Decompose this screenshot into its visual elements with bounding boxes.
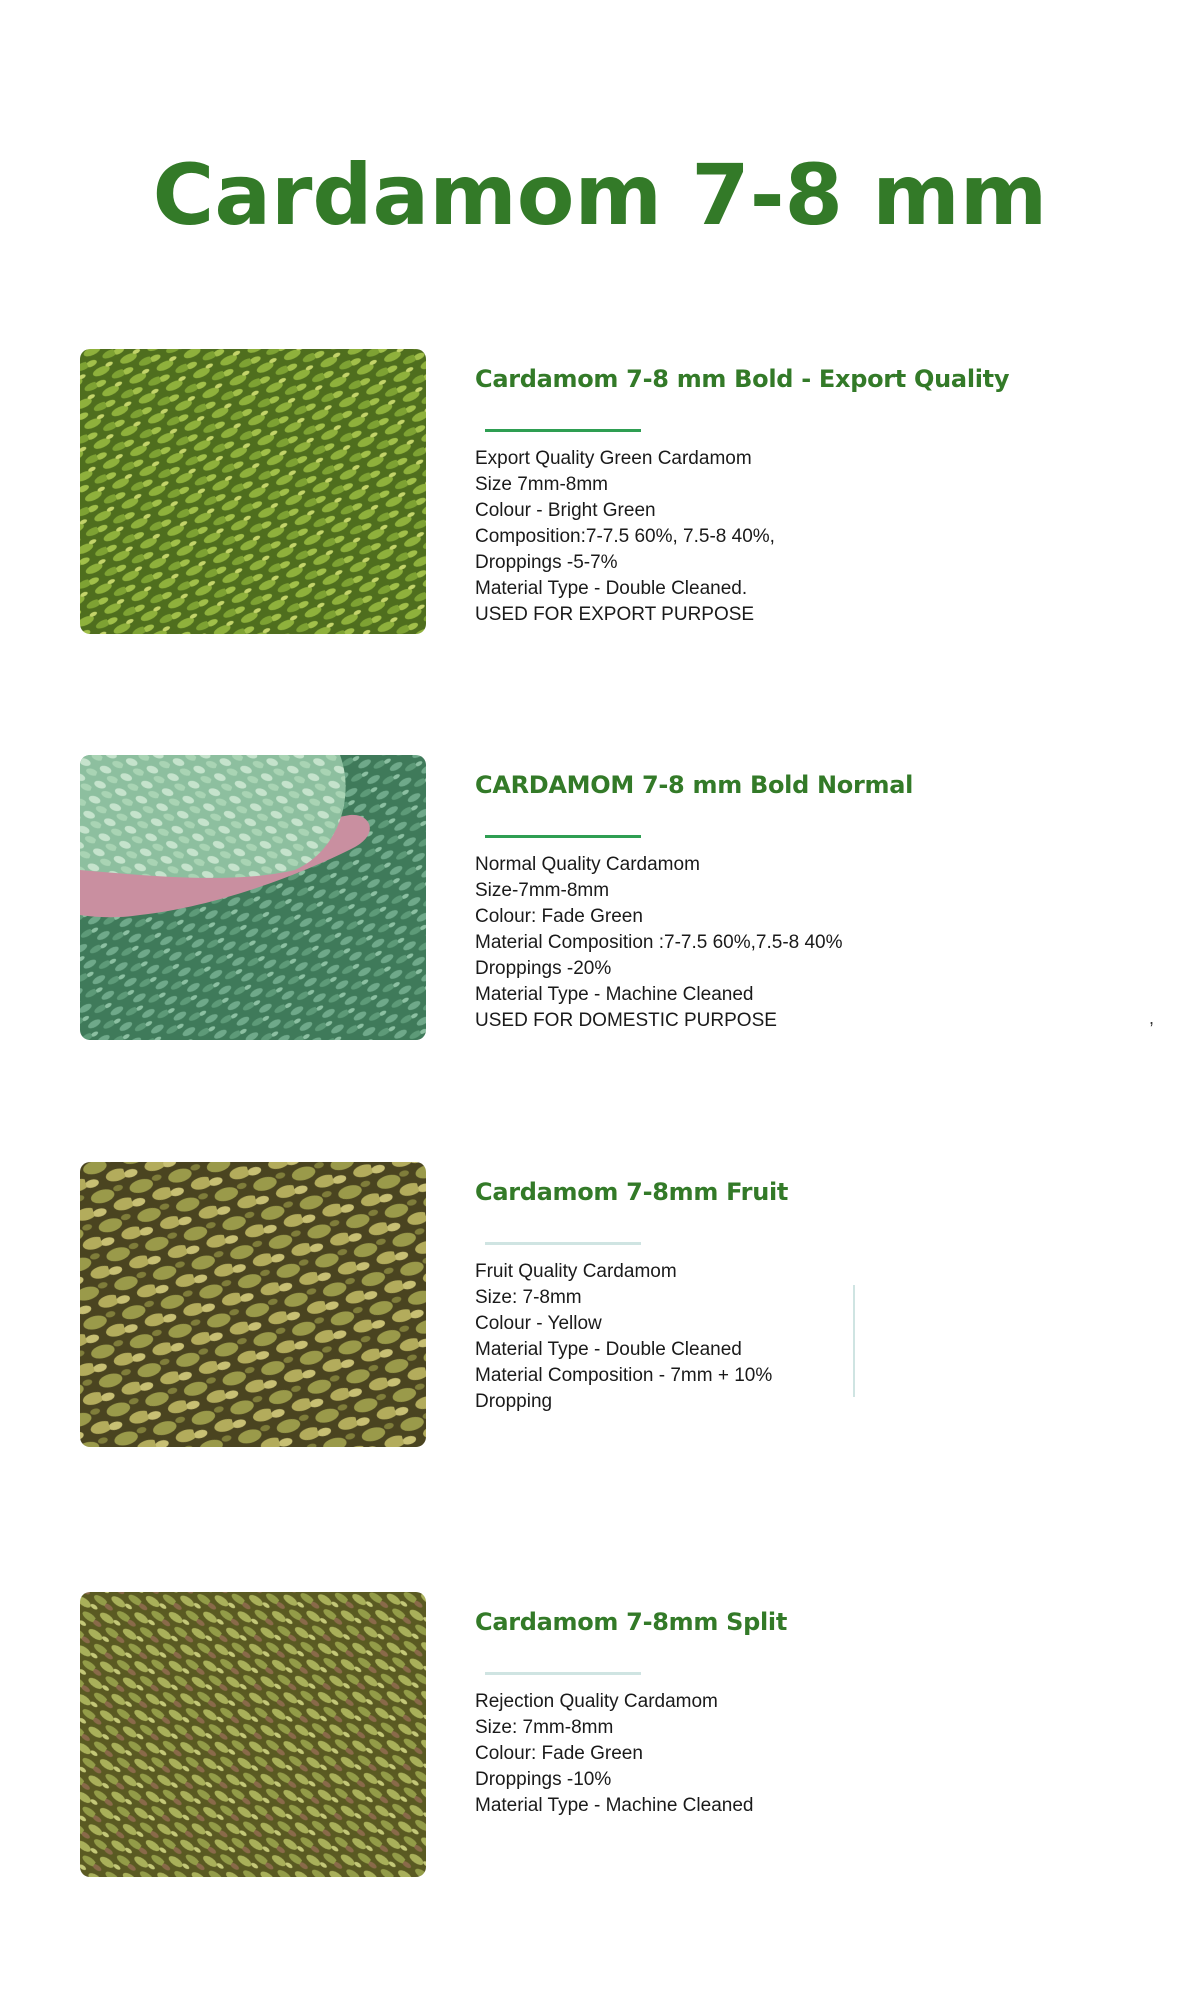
product-card-split (80, 1592, 1140, 1882)
description-line: Material Type - Double Cleaned (475, 1339, 742, 1360)
product-name: Cardamom 7-8mm Split (475, 1608, 788, 1636)
description-line: Colour: Fade Green (475, 906, 643, 927)
product-name: Cardamom 7-8mm Fruit (475, 1178, 789, 1206)
title-divider (485, 1672, 641, 1675)
product-name: Cardamom 7-8 mm Bold - Export Quality (475, 365, 1010, 393)
product-image-fruit (80, 1162, 426, 1447)
description-line: Size: 7-8mm (475, 1287, 582, 1308)
product-card-export-quality (80, 349, 1140, 639)
description-line: Material Type - Machine Cleaned (475, 984, 754, 1005)
description-line: Material Type - Double Cleaned. (475, 578, 748, 599)
decorative-divider (853, 1285, 855, 1397)
product-description (475, 852, 1135, 1034)
description-line: Droppings -20% (475, 958, 612, 979)
description-line: Colour - Yellow (475, 1313, 602, 1334)
description-line: Droppings -5-7% (475, 552, 618, 573)
description-line: Material Composition :7-7.5 60%,7.5-8 40% (475, 932, 843, 953)
description-line: Normal Quality Cardamom (475, 854, 700, 875)
title-divider (485, 429, 641, 432)
description-line: Rejection Quality Cardamom (475, 1691, 718, 1712)
product-card-fruit (80, 1162, 1140, 1452)
description-line: Colour - Bright Green (475, 500, 656, 521)
description-line: Droppings -10% (475, 1769, 612, 1790)
description-line: Composition:7-7.5 60%, 7.5-8 40%, (475, 526, 775, 547)
description-line: Dropping (475, 1391, 553, 1412)
description-line: Size-7mm-8mm (475, 880, 610, 901)
product-image-split (80, 1592, 426, 1877)
description-line: Export Quality Green Cardamom (475, 448, 752, 469)
description-line: Material Type - Machine Cleaned (475, 1795, 754, 1816)
product-card-bold-normal (80, 755, 1140, 1045)
stray-comma: , (1149, 1008, 1155, 1028)
description-line: Colour: Fade Green (475, 1743, 643, 1764)
product-image-export-quality (80, 349, 426, 634)
product-description (475, 1259, 1135, 1415)
product-description (475, 1689, 1135, 1819)
description-line: USED FOR EXPORT PURPOSE (475, 604, 755, 625)
title-divider (485, 835, 641, 838)
description-line: Material Composition - 7mm + 10% (475, 1365, 773, 1386)
description-line: Size: 7mm-8mm (475, 1717, 614, 1738)
product-image-bold-normal (80, 755, 426, 1040)
description-line: USED FOR DOMESTIC PURPOSE (475, 1010, 777, 1031)
title-divider (485, 1242, 641, 1245)
description-line: Size 7mm-8mm (475, 474, 609, 495)
description-line: Fruit Quality Cardamom (475, 1261, 677, 1282)
product-name: CARDAMOM 7-8 mm Bold Normal (475, 771, 914, 799)
product-description (475, 446, 1135, 628)
page-title: Cardamom 7-8 mm (152, 146, 1048, 244)
